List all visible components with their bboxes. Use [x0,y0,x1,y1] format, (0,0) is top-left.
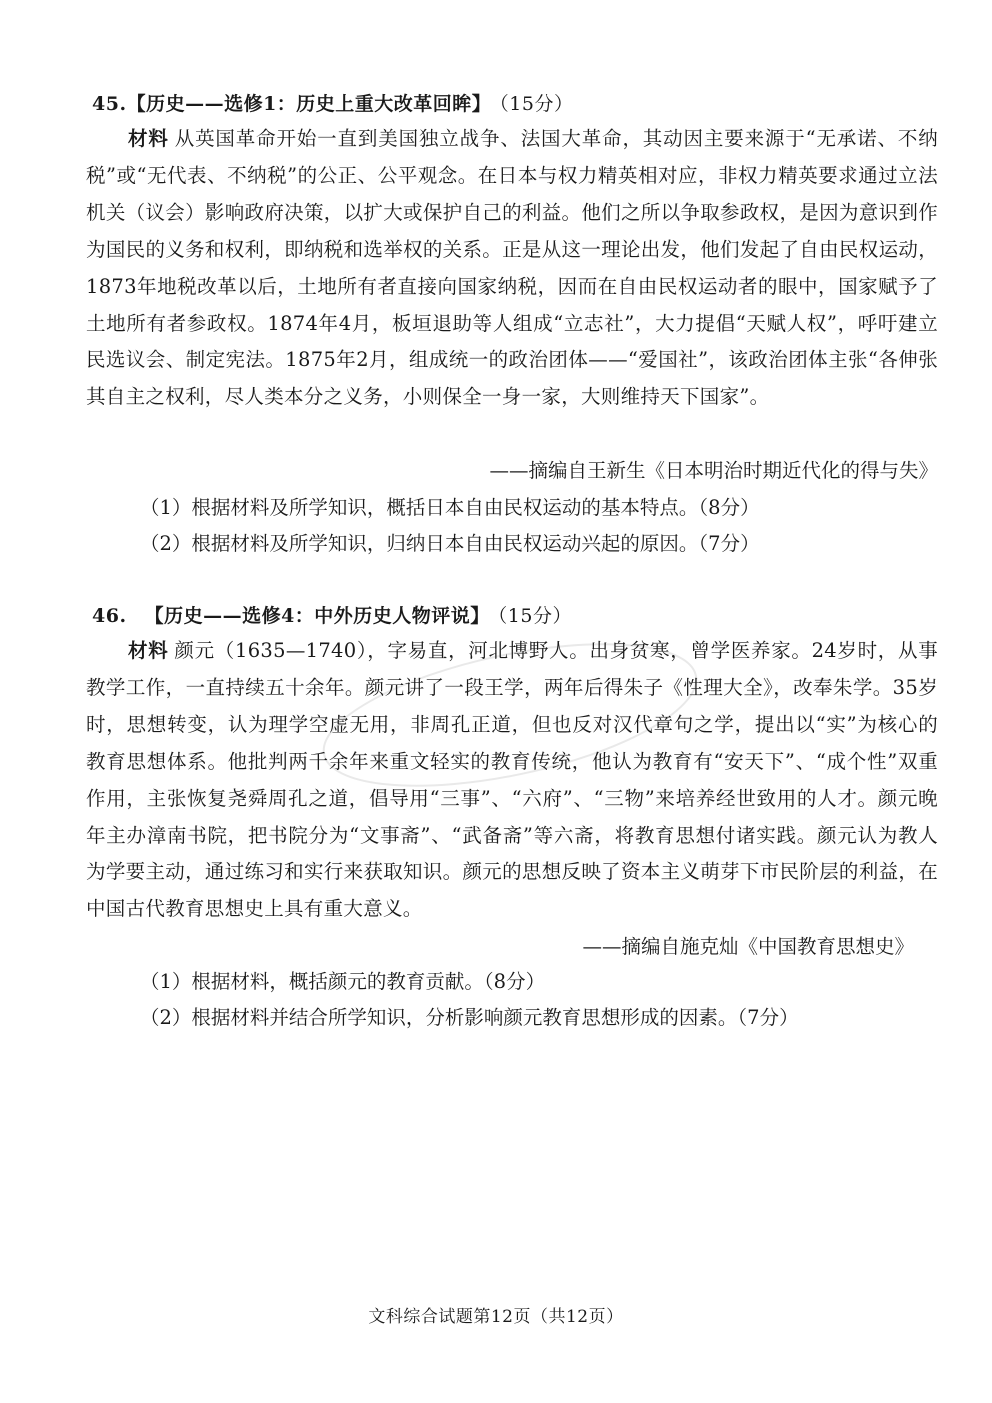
question-45-source: ——摘编自王新生《日本明治时期近代化的得与失》 [489,459,938,482]
question-heading: 【历史——选修4：中外历史人物评说】 [144,605,490,627]
question-45-sub2: （2）根据材料及所学知识，归纳日本自由民权运动兴起的原因。（7分） [140,532,760,555]
question-45-material [86,121,938,416]
material-text: 颜元（1635—1740），字易直，河北博野人。出身贫寒，曾学医养家。24岁时，从事教学工作，一直持续五十余年。颜元讲了一段王学，两年后得朱子《性理大全》，改奉朱学。35岁时，思想转变，认为理学空虚无用，非周孔正道，但也反对汉代章句之学，提出以“实”为核心的教育思想体系。他批判两千余年来重文轻实的教育传统，他认为教育有“安天下”、“成个性”双重作用，主张恢复尧舜周孔之道，倡导用“三事”、“六府”、“三物”来培养经世致用的人才。颜元晚年主办漳南书院，把书院分为“文事斋”、“武备斋”等六斋，将教育思想付诸实践。颜元认为教人为学要主动，通过练习和实行来获取知识。颜元的思想反映了资本主义萌芽下市民阶层的利益，在中国古代教育思想史上具有重大意义。 [86,639,938,921]
material-label: 材料 [128,639,169,662]
question-46-title [92,601,572,628]
material-text: 从英国革命开始一直到美国独立战争、法国大革命，其动因主要来源于“无承诺、不纳税”或“无代表、不纳税”的公正、公平观念。在日本与权力精英相对应，非权力精英要求通过立法机关（议会）影响政府决策，以扩大或保护自己的利益。他们之所以争取参政权，是因为意识到作为国民的义务和权利，即纳税和选举权的关系。正是从这一理论出发，他们发起了自由民权运动，1873年地税改革以后，土地所有者直接向国家纳税，因而在自由民权运动者的眼中，国家赋予了土地所有者参政权。1874年4月，板垣退助等人组成“立志社”，大力提倡“天赋人权”，呼吁建立民选议会、制定宪法。1875年2月，组成统一的政治团体——“爱国社”，该政治团体主张“各伸张其自主之权利，尽人类本分之义务，小则保全一身一家，大则维持天下国家”。 [86,127,939,409]
question-46-material [86,633,938,928]
question-number: 45. [92,93,127,115]
material-label: 材料 [128,127,169,150]
page-footer: 文科综合试题第12页（共12页） [368,1307,624,1327]
question-46-sub2: （2）根据材料并结合所学知识，分析影响颜元教育思想形成的因素。（7分） [140,1006,799,1029]
question-46-source: ——摘编自施克灿《中国教育思想史》 [582,935,914,958]
question-45-title [92,89,573,116]
question-46-sub1: （1）根据材料，概括颜元的教育贡献。（8分） [140,970,546,993]
question-heading: 【历史——选修1：历史上重大改革回眸】 [126,93,492,115]
question-45-sub1: （1）根据材料及所学知识，概括日本自由民权运动的基本特点。（8分） [140,496,760,519]
question-score: （15分） [499,93,574,115]
question-score: （15分） [497,605,572,627]
question-number: 46. [92,605,127,627]
